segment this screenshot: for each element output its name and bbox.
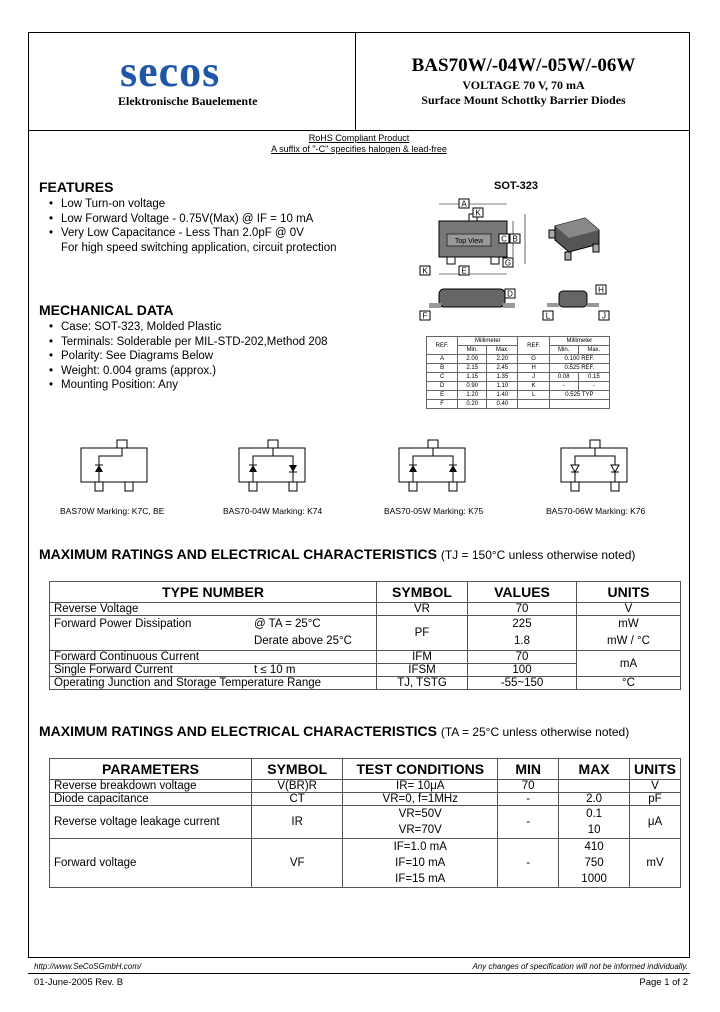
dim-letter: L — [545, 311, 551, 321]
table-row: Forward Continuous Current IFM 70 mA — [50, 651, 681, 664]
table-header: Millimeter — [458, 337, 518, 346]
table-header: UNITS — [577, 582, 681, 603]
table-row: D 0.90 1.10 K - - — [427, 382, 610, 391]
ratings-table-1 — [49, 581, 681, 690]
table-header: SYMBOL — [252, 759, 343, 780]
table-header: REF. — [427, 337, 458, 355]
table-header: TEST CONDITIONS — [343, 759, 498, 780]
table-header: VALUES — [468, 582, 577, 603]
header-divider — [28, 130, 690, 131]
list-item: • Low Forward Voltage - 0.75V(Max) @ IF = 10 mA — [39, 212, 379, 227]
ratings-title-text: MAXIMUM RATINGS AND ELECTRICAL CHARACTERISTICS — [39, 546, 437, 562]
list-item: • Case: SOT-323, Molded Plastic — [39, 320, 379, 335]
table-header: MAX — [559, 759, 630, 780]
list-item: • Terminals: Solderable per MIL-STD-202,Method 208 — [39, 335, 379, 350]
table-header: Millimeter — [549, 337, 609, 346]
dim-letter: C — [501, 234, 507, 244]
table-row: Reverse breakdown voltage V(BR)R IR= 10μA 70 V — [50, 780, 681, 793]
table-header: REF. — [518, 337, 549, 355]
product-description: Surface Mount Schottky Barrier Diodes — [421, 93, 626, 107]
footer-divider — [28, 973, 690, 974]
table-header: PARAMETERS — [50, 759, 252, 780]
table-header: SYMBOL — [377, 582, 468, 603]
list-item: • Very Low Capacitance - Less Than 2.0pF @ 0V — [39, 226, 379, 241]
table-row: Reverse voltage leakage current IR VR=50V VR=70V - 0.1 10 μA — [50, 806, 681, 839]
voltage-rating: VOLTAGE 70 V, 70 mA — [462, 78, 585, 92]
bas70-04w-circuit-diagram — [238, 438, 308, 498]
ratings-title-2 — [39, 723, 629, 739]
footer-disclaimer: Any changes of specification will not be informed individually. — [472, 962, 688, 971]
list-item: • Polarity: See Diagrams Below — [39, 349, 379, 364]
dim-letter: G — [504, 258, 512, 268]
table-row: Forward voltage VF IF=1.0 mA IF=10 mA IF=15 mA - 410 750 1000 mV — [50, 839, 681, 888]
bas70-05w-circuit-diagram — [398, 438, 468, 498]
dim-letter: E — [461, 266, 467, 276]
list-item: • Low Turn-on voltage — [39, 197, 379, 212]
list-item: • Mounting Position: Any — [39, 378, 379, 393]
table-row: F 0.20 0.40 — [427, 400, 610, 409]
top-view-label: Top View — [454, 238, 484, 245]
halogen-note: A suffix of "-C" specifies halogen & lead-free — [271, 144, 447, 154]
table-row: Operating Junction and Storage Temperature Range TJ, TSTG -55~150 °C — [50, 677, 681, 690]
list-item: For high speed switching application, circuit protection — [61, 241, 337, 254]
bas70w-circuit-diagram — [80, 438, 150, 498]
footer-url[interactable]: http://www.SeCoSGmbH.com/ — [34, 962, 142, 971]
dim-letter: A — [461, 199, 467, 209]
bas70-05w-marking: BAS70-05W Marking: K75 — [384, 506, 484, 516]
bas70-06w-circuit-diagram — [560, 438, 630, 498]
features-title: FEATURES — [39, 179, 114, 195]
dim-letter: H — [598, 285, 604, 295]
package-side-view-drawing — [415, 283, 615, 323]
list-item: • Weight: 0.004 grams (approx.) — [39, 364, 379, 379]
table-row: Forward Power Dissipation @ TA = 25°C Derate above 25°C PF 225 1.8 mW mW / °C — [50, 616, 681, 651]
table-row: A 2.00 2.20 G 0.100 REF. — [427, 355, 610, 364]
page-number: Page 1 of 2 — [639, 977, 688, 988]
ratings-condition: (TJ = 150°C unless otherwise noted) — [440, 548, 636, 562]
table-header: Max. — [487, 346, 518, 355]
table-header: Min. — [458, 346, 487, 355]
bas70-06w-marking: BAS70-06W Marking: K76 — [546, 506, 646, 516]
ratings-table-2 — [49, 758, 681, 888]
ratings-title-1 — [39, 546, 635, 562]
ratings-condition: (TA = 25°C unless otherwise noted) — [440, 725, 630, 739]
table-row: B 2.15 2.45 H 0.525 REF. — [427, 364, 610, 373]
package-top-view-drawing — [415, 196, 605, 282]
table-header: UNITS — [630, 759, 681, 780]
table-header: TYPE NUMBER — [50, 582, 377, 603]
dim-letter: D — [507, 289, 513, 299]
package-title: SOT-323 — [494, 180, 539, 192]
dim-letter: B — [512, 234, 518, 244]
rohs-note: RoHS Compliant Product — [308, 133, 410, 143]
table-row: Diode capacitance CT VR=0, f=1MHz - 2.0 pF — [50, 793, 681, 806]
table-header: Min. — [549, 346, 578, 355]
table-row: Single Forward Current t ≤ 10 m IFSM 100 — [50, 664, 681, 677]
bas70-04w-marking: BAS70-04W Marking: K74 — [223, 506, 323, 516]
part-title: BAS70W/-04W/-05W/-06W — [411, 55, 636, 76]
revision-date: 01-June-2005 Rev. B — [34, 977, 124, 988]
bas70w-marking: BAS70W Marking: K7C, BE — [60, 506, 165, 516]
dim-letter: K — [475, 208, 481, 218]
company-logo: secos — [120, 47, 221, 96]
table-header: Max. — [578, 346, 609, 355]
table-header: MIN — [498, 759, 559, 780]
header-divider — [355, 32, 356, 130]
table-row: Reverse Voltage VR 70 V — [50, 603, 681, 616]
dim-letter: F — [422, 311, 428, 321]
dim-letter: J — [602, 311, 606, 321]
features-list — [39, 197, 379, 255]
mechanical-list — [39, 320, 379, 393]
table-row: E 1.20 1.40 L 0.525 TYP — [427, 391, 610, 400]
ratings-title-text: MAXIMUM RATINGS AND ELECTRICAL CHARACTERISTICS — [39, 723, 437, 739]
table-row: C 1.15 1.35 J 0.08 0.15 — [427, 373, 610, 382]
dim-letter: K — [422, 266, 428, 276]
mechanical-title: MECHANICAL DATA — [39, 302, 174, 318]
logo-subtitle: Elektronische Bauelemente — [118, 94, 258, 108]
dimension-table — [426, 336, 610, 409]
